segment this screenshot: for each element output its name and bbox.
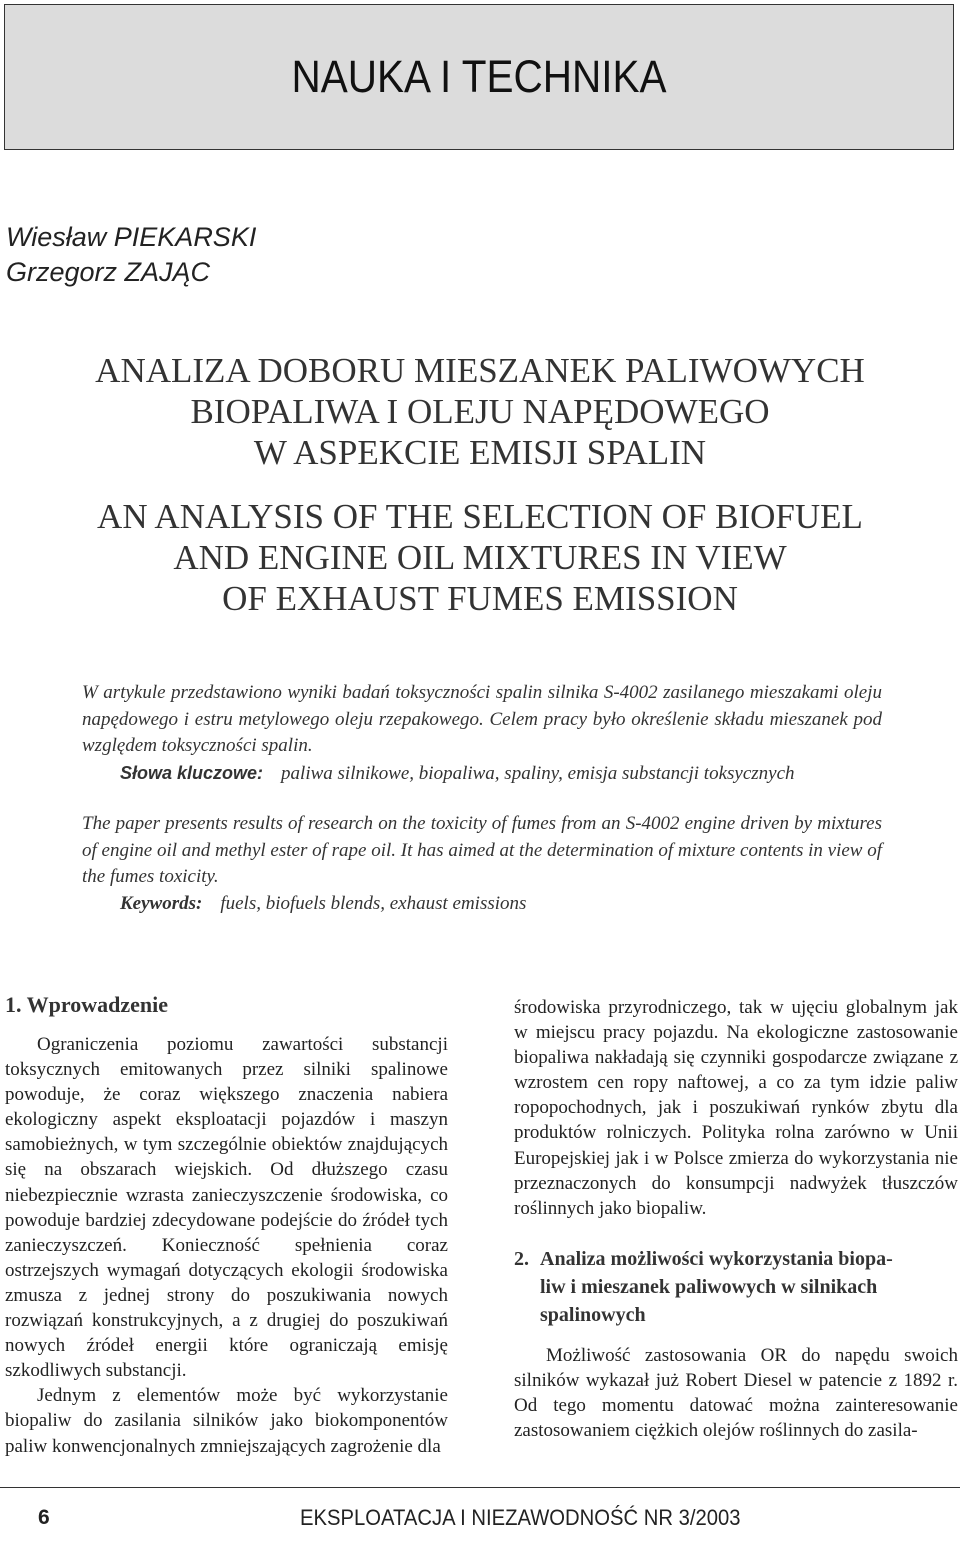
keywords-pl xyxy=(120,763,795,785)
title-en-line: AND ENGINE OIL MIXTURES IN VIEW xyxy=(173,538,787,577)
page-number: 6 xyxy=(38,1506,50,1529)
title-pl-line: BIOPALIWA I OLEJU NAPĘDOWEGO xyxy=(190,392,770,431)
paragraph: Możliwość zastosowania OR do napędu swoich silników wykazał już Robert Diesel w patencie z 1892 r. Od tego momentu datować można zainteresowanie zastosowaniem ciężkich olejów roślinnych do zasila- xyxy=(514,1345,958,1442)
section-2-number: 2. xyxy=(514,1248,529,1270)
abstract-pl: W artykule przedstawiono wyniki badań toksyczności spalin silnika S-4002 zasilanego mieszakami oleju napędowego i estru metylowego oleju rzepakowego. Celem pracy było określenie składu mieszanek pod względem toksyczności spalin. xyxy=(82,682,882,756)
keywords-pl-text: paliwa silnikowe, biopaliwa, spaliny, emisja substancji toksycznych xyxy=(281,763,795,784)
section-1-heading: 1. Wprowadzenie xyxy=(5,992,168,1017)
keywords-en xyxy=(120,893,526,915)
article-title-pl xyxy=(0,350,960,473)
section-2-heading xyxy=(514,1245,958,1329)
section-2-title-line: Analiza możliwości wykorzystania biopa- xyxy=(540,1248,893,1270)
header-banner xyxy=(4,4,954,150)
column-right xyxy=(514,995,958,1221)
author-2: Grzegorz ZAJĄC xyxy=(6,257,211,287)
section-2-title-line: liw i mieszanek paliwowych w silnikach xyxy=(540,1276,878,1298)
paragraph: Ograniczenia poziomu zawartości substancji toksycznych emitowanych przez silniki spalinowe powoduje, że coraz większego znaczenia nabiera ekologiczny aspekt eksploatacji pojazdów i maszyn samobieżnych, w tym szczególnie obiektów znajdujących się na obszarach wiejskich. Od dłuższego czasu niebezpiecznie wzrasta zanieczyszczenie środowiska, co powoduje bardziej zdecydowane podejście do źródeł tych zanieczyszczeń. Konieczność spełnienia coraz ostrzejszych wymagań dotyczących ekologii środowiska zmusza z jednej strony do poszukiwania nowych rozwiązań konstrukcyjnych, a z drugiej do poszukiwań nowych źródeł energii które ograniczają emisję szkodliwych substancji. xyxy=(5,1034,448,1382)
section-2-title-line: spalinowych xyxy=(540,1304,646,1326)
journal-name: EKSPLOATACJA I NIEZAWODNOŚĆ NR 3/2003 xyxy=(300,1505,741,1530)
title-pl-line: ANALIZA DOBORU MIESZANEK PALIWOWYCH xyxy=(95,351,865,390)
column-left xyxy=(5,1032,448,1459)
title-en-line: OF EXHAUST FUMES EMISSION xyxy=(222,579,738,618)
paragraph: środowiska przyrodniczego, tak w ujęciu globalnym jak w miejscu pracy pojazdu. Na ekologiczne zastosowanie biopaliwa nakładają się czynniki gospodarcze związane z wzrostem cen ropy naftowej, a co za tym idzie paliw ropopochodnych, jak i poszukiwań rynków zbytu dla produktów rolniczych. Polityka rolna zarówno w Unii Europejskiej jak i w Polsce zmierza do wykorzystania nie przeznaczonych do konsumpcji nadwyżek tłuszczów roślinnych jako biopaliw. xyxy=(514,997,958,1219)
keywords-en-label: Keywords: xyxy=(120,893,203,914)
author-1: Wiesław PIEKARSKI xyxy=(6,222,257,252)
section-title: NAUKA I TECHNIKA xyxy=(291,51,667,102)
title-en-line: AN ANALYSIS OF THE SELECTION OF BIOFUEL xyxy=(97,497,863,536)
keywords-en-text: fuels, biofuels blends, exhaust emissions xyxy=(220,893,527,914)
footer-divider xyxy=(0,1487,960,1488)
abstract-en: The paper presents results of research on the toxicity of fumes from an S-4002 engine driven by mixtures of engine oil and methyl ester of rape oil. It has aimed at the determination of mixture contents in view of the fumes toxicity. xyxy=(82,813,882,887)
title-pl-line: W ASPEKCIE EMISJI SPALIN xyxy=(253,433,707,472)
article-title-en xyxy=(0,496,960,619)
keywords-pl-label: Słowa kluczowe: xyxy=(120,763,264,783)
column-right-continued xyxy=(514,1343,958,1443)
paragraph: Jednym z elementów może być wykorzystanie biopaliw do zasilania silników jako biokomponentów paliw konwencjonalnych zmniejszających zagrożenie dla xyxy=(5,1385,448,1457)
